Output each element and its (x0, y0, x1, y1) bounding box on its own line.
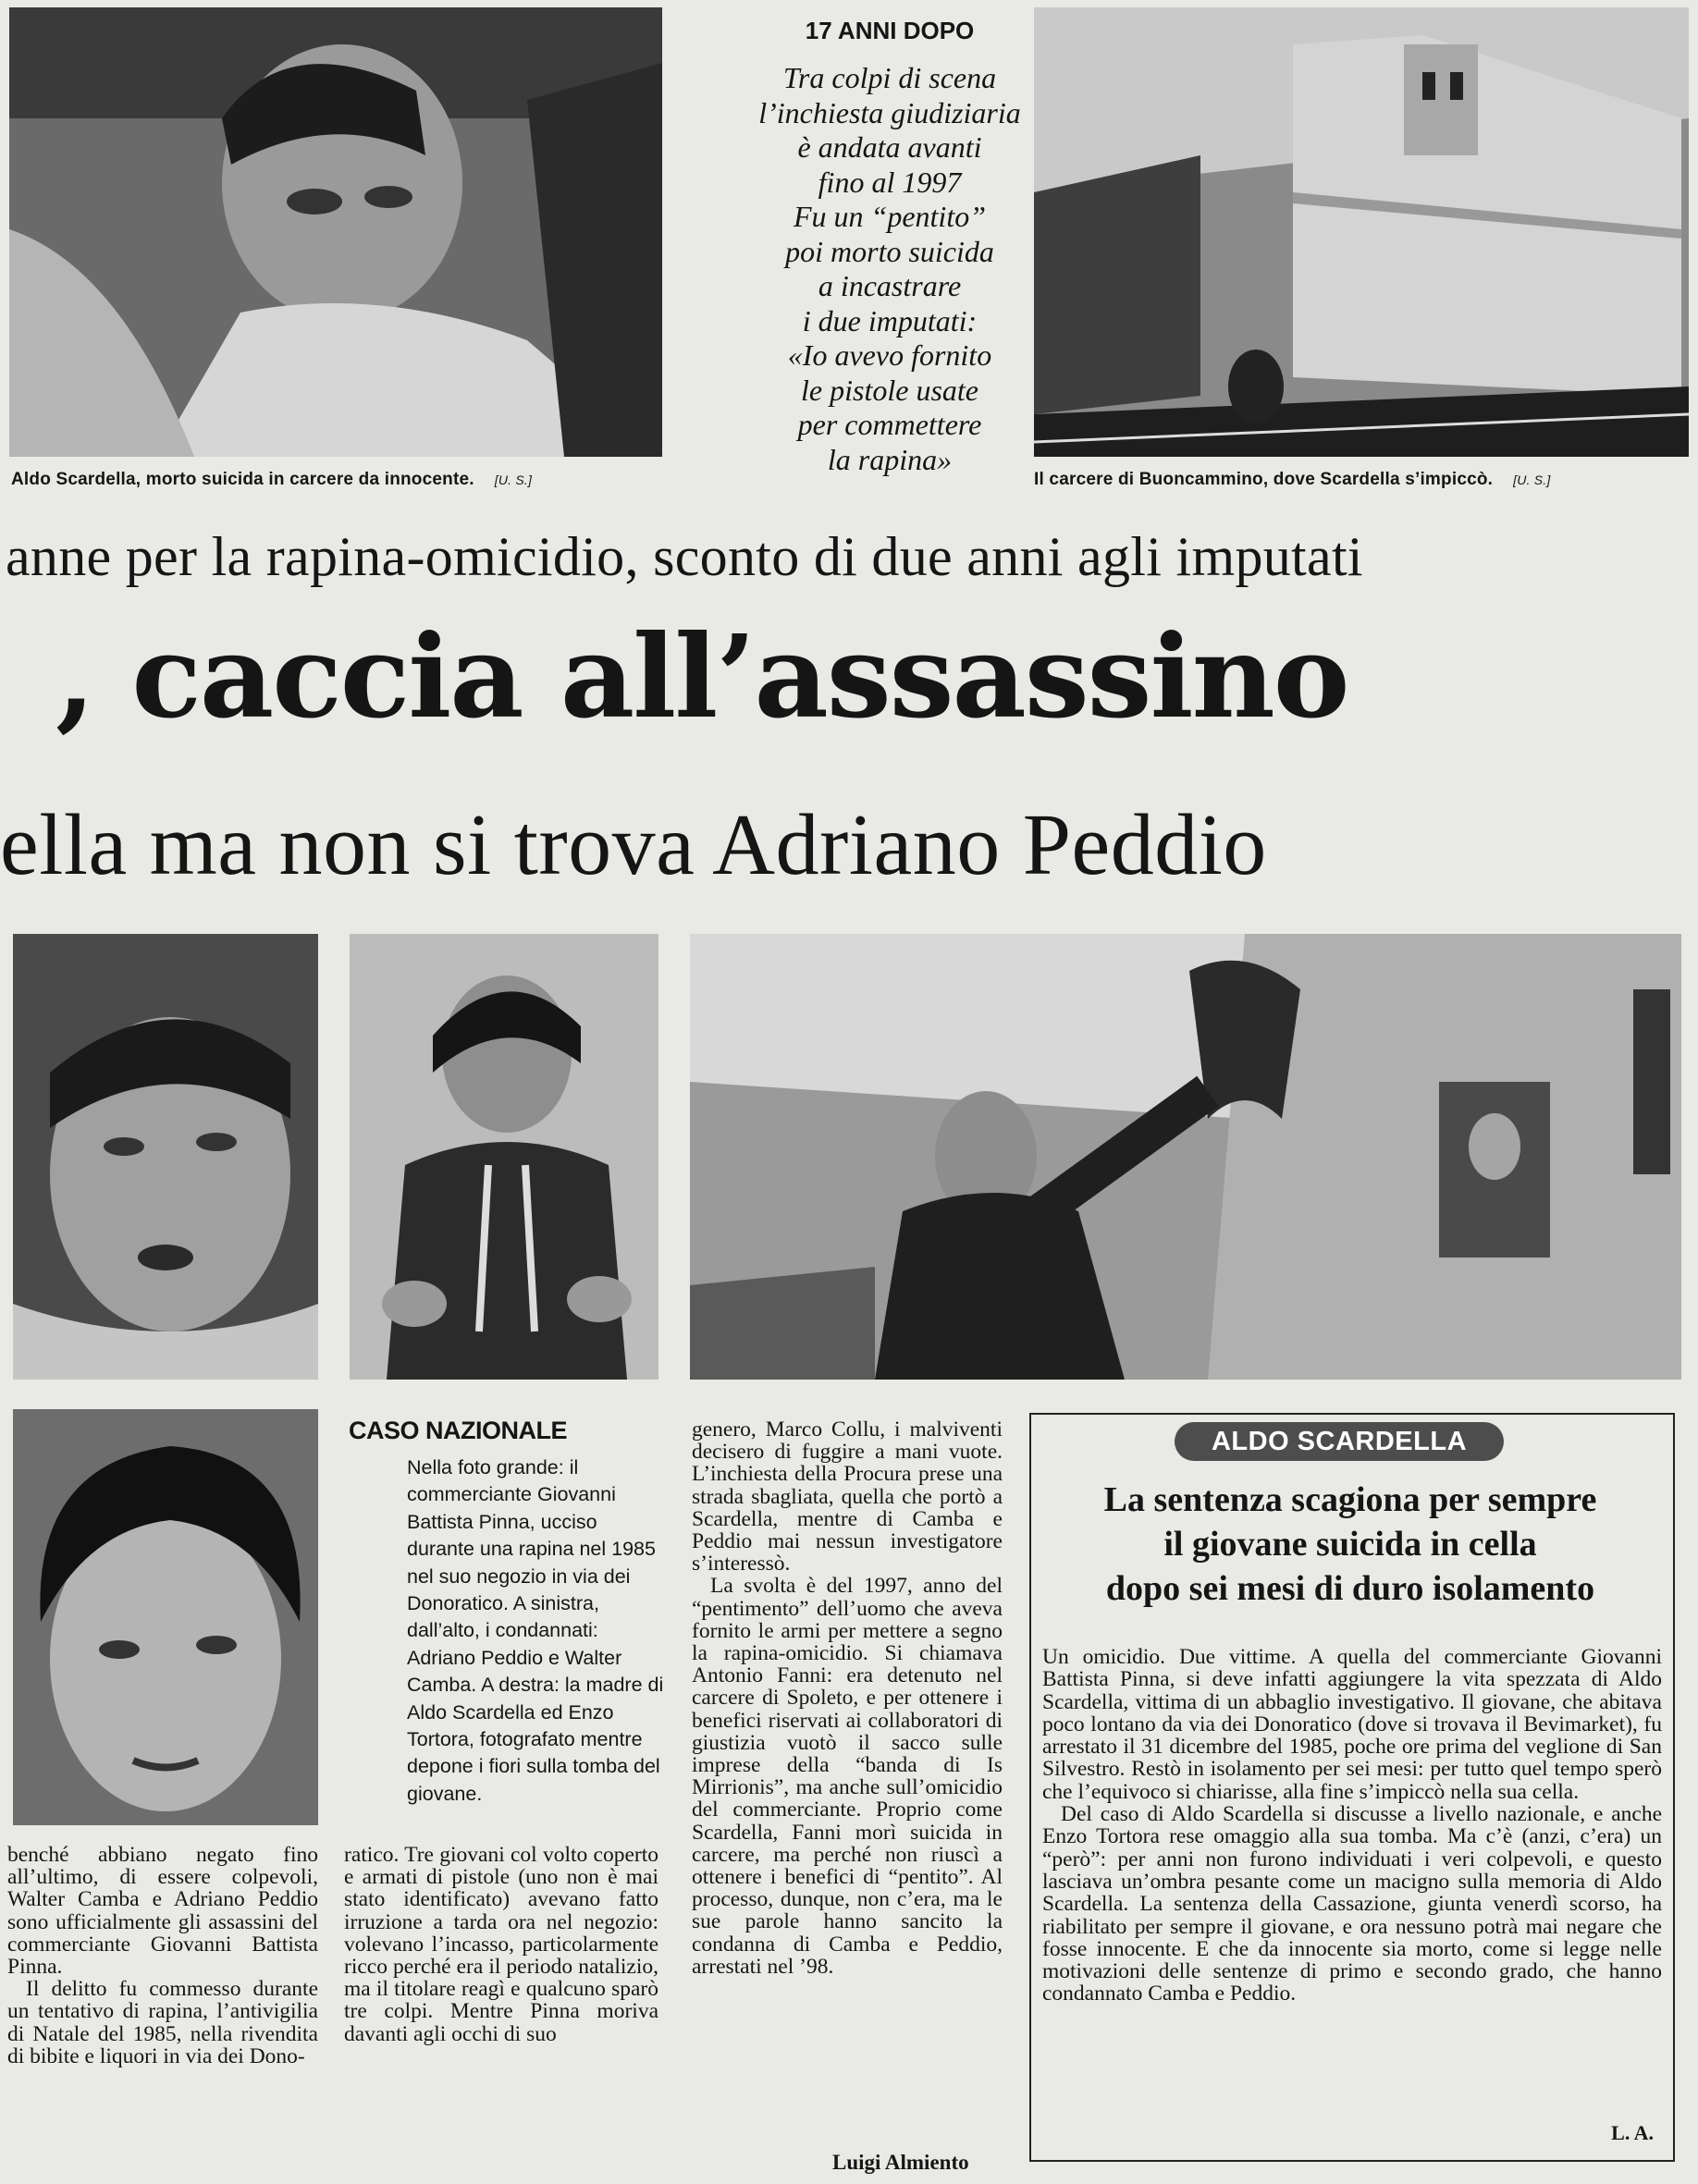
quote-line: per commettere (797, 408, 982, 441)
sidebar-badge: ALDO SCARDELLA (1175, 1422, 1504, 1461)
sidebar-title-line: il giovane suicida in cella (1163, 1525, 1537, 1564)
quote-line: «Io avevo fornito (787, 338, 992, 372)
headline-overline: anne per la rapina-omicidio, sconto di due anni agli imputati (6, 526, 1363, 587)
sidebar-paragraph: Del caso di Aldo Scardella si discusse a livello nazionale, e anche Enzo Tortora rese omaggio alla sua tomba. Ma c’è (anzi, c’era) un “però”: per anni non furono individuati i veri colpevoli, e questo lasciava un’ombra pesante come un macigno sulla memoria di Aldo Scardella. La sentenza della Cassazione, giunta venerdì scorso, ha riabilitato per sempre il giovane, e ora nessuno potrà mai negare che fosse innocente. E che da innocente sia morto, come si legge nelle motivazioni delle sentenze di primo e secondo grado, che hanno condannato Camba e Peddio. (1042, 1802, 1662, 2006)
photo-left-caption: Aldo Scardella, morto suicida in carcere da innocente. [U. S.] (11, 470, 533, 489)
photo-enzo-tortora-tomba (690, 934, 1681, 1380)
article-column-3 (692, 1418, 1003, 1978)
photo-walter-camba (13, 1409, 318, 1825)
photo-carcere-buoncammino (1034, 7, 1689, 457)
photo-right-caption: Il carcere di Buoncammino, dove Scardella s’impiccò. [U. S.] (1034, 470, 1551, 489)
quote-line: i due imputati: (802, 303, 978, 337)
sidebar-title-line: La sentenza scagiona per sempre (1103, 1480, 1597, 1519)
article-column-1 (7, 1844, 318, 2067)
byline: Luigi Almiento (832, 2151, 969, 2174)
photo-right-credit: [U. S.] (1513, 472, 1551, 487)
section-label-caso-nazionale: CASO NAZIONALE (349, 1417, 567, 1444)
sidebar-signature: L. A. (1611, 2121, 1654, 2144)
photo-aldo-scardella (9, 7, 662, 457)
photo-madre-scardella (350, 934, 658, 1380)
headline-subline: ella ma non si trova Adriano Peddio (0, 797, 1267, 893)
quote-line: le pistole usate (801, 373, 978, 407)
quote-line: è andata avanti (797, 130, 982, 164)
quote-line: Fu un “pentito” (793, 200, 986, 233)
quote-line: Tra colpi di scena (782, 61, 997, 94)
article-paragraph: ratico. Tre giovani col volto coperto e armati di pistole (uno non è mai stato identificato) avevano fatto irruzione a tarda ora nel negozio: volevano l’incasso, particolarmente ricco perché era il periodo natalizio, ma il titolare reagì e qualcuno sparò tre colpi. Mentre Pinna moriva davanti agli occhi di suo (344, 1843, 658, 2046)
sidebar-body (1042, 1646, 1662, 2006)
sidebar-title-line: dopo sei mesi di duro isolamento (1105, 1569, 1595, 1608)
article-paragraph: genero, Marco Collu, i malviventi decisero di fuggire a mani vuote. L’inchiesta della Procura prese una strada sbagliata, quella che portò a Scardella, mentre di Camba e Peddio mai nessun investigatore s’interessò. (692, 1417, 1003, 1577)
article-paragraph: benché abbiano negato fino all’ultimo, di essere colpevoli, Walter Camba e Adriano Peddio sono ufficialmente gli assassini del commerciante Giovanni Battista Pinna. (7, 1843, 318, 1980)
pull-quote (686, 61, 1093, 477)
sidebar-title (1040, 1478, 1660, 1611)
quote-line: l’inchiesta giudiziaria (758, 95, 1021, 129)
quote-line: fino al 1997 (818, 165, 962, 199)
article-paragraph: La svolta è del 1997, anno del “pentimento” dell’uomo che aveva fornito le armi per mettere a segno la rapina-omicidio. Si chiamava Antonio Fanni: era detenuto nel carcere di Spoleto, e per ottenere i benefici riservati ai collaboratori di giustizia vuotò il sacco sulle imprese della “banda di Is Mirrionis”, ma anche sull’omicidio del commerciante. Proprio come Scardella, Fanni morì suicida in carcere, ma perché non riuscì a ottenere i benefici di “pentito”. Al processo, dunque, non c’era, ma le sue parole hanno sancito la condanna di Camba e Peddio, arrestati nel ’98. (692, 1574, 1003, 1979)
quote-line: a incastrare (818, 269, 962, 302)
sidebar-paragraph: Un omicidio. Due vittime. A quella del commerciante Giovanni Battista Pinna, si deve infatti aggiungere la vita spezzata di Aldo Scardella, vittima di un abbaglio investigativo. Il giovane, che abitava poco lontano da via dei Donoratico (dove si trovava il Bevimarket), fu arrestato il 31 dicembre del 1985, poche ore prima del veglione di San Silvestro. Restò in isolamento per sei mesi: per tutto quel tempo sperò che l’equivoco si chiarisse, alla fine s’impiccò nella sua cella. (1042, 1645, 1662, 1804)
article-paragraph: Il delitto fu commesso durante un tentativo di rapina, l’antivigilia di Natale del 1985, nella rivendita di bibite e liquori in via dei Dono- (7, 1977, 318, 2068)
quote-line: poi morto suicida (785, 234, 994, 268)
photo-adriano-peddio (13, 934, 318, 1380)
photo-left-credit: [U. S.] (494, 472, 533, 487)
headline-main: , caccia all’assassino (55, 610, 1348, 744)
photo-caption-text: Nella foto grande: il commerciante Giovanni Battista Pinna, ucciso durante una rapina nel 1985 nel suo negozio in via dei Donoratico. A sinistra, dall’alto, i condannati: Adriano Peddio e Walter Camba. A destra: la madre di Aldo Scardella ed Enzo Tortora, fotografato mentre depone i fiori sulla tomba del giovane. (407, 1456, 664, 1805)
article-column-2 (344, 1844, 658, 2045)
kicker: 17 ANNI DOPO (805, 17, 975, 44)
quote-line: la rapina» (827, 442, 953, 476)
